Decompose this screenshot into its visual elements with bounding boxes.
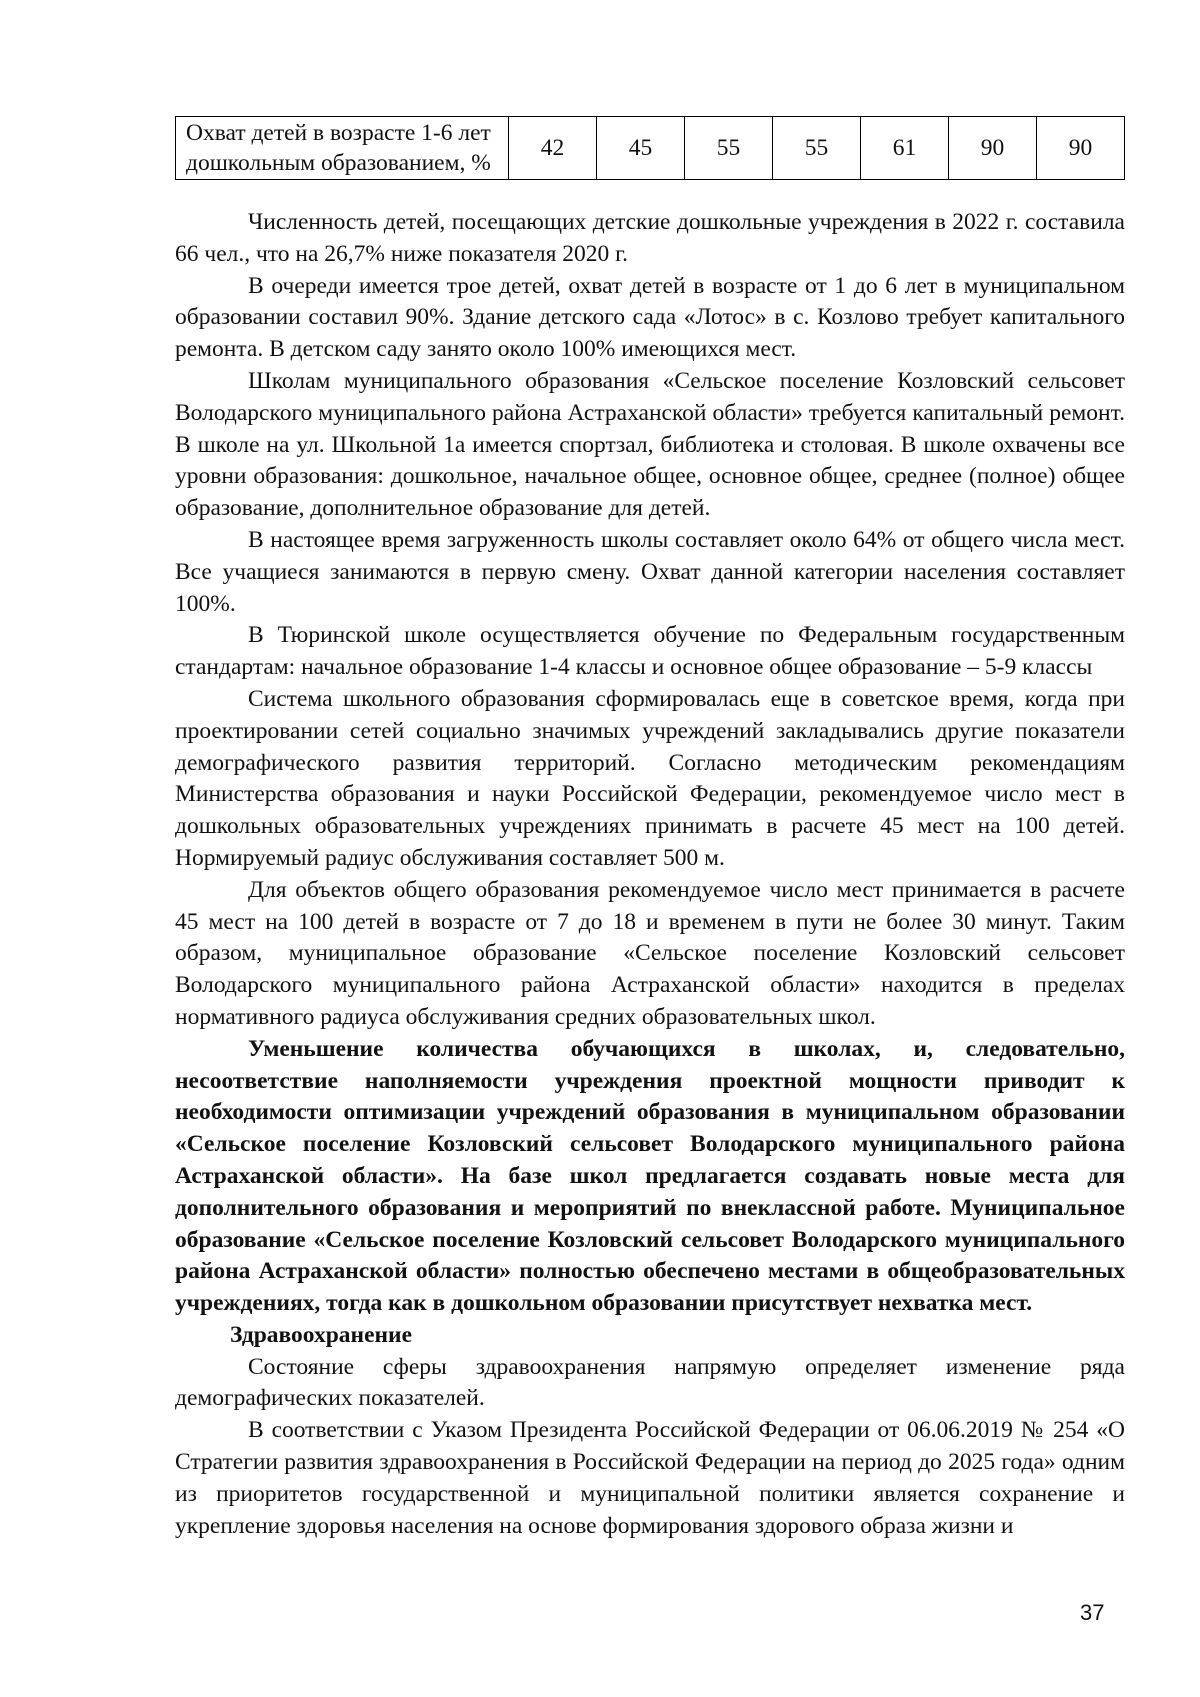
table-cell: 55 (685, 117, 773, 180)
table-cell: 90 (1037, 117, 1125, 180)
paragraph: В Тюринской школе осуществляется обучение по Федеральным государственным стандартам: начальное образование 1-4 классы и основное общее образование – 5-9 классы (175, 622, 1125, 681)
paragraph: В очереди имеется трое детей, охват детей в возрасте от 1 до 6 лет в муниципальном образовании составил 90%. Здание детского сада «Лотос» в с. Козлово требует капитального ремонта. В детском саду занято около 100% имеющихся мест. (175, 272, 1125, 363)
paragraph: Школам муниципального образования «Сельское поселение Козловский сельсовет Володарского муниципального района Астраханской области» требуется капитальный ремонт. В школе на ул. Школьной 1а имеется спортзал, библиотека и столовая. В школе охвачены все уровни образования: дошкольное, начальное общее, основное общее, среднее (полное) общее образование, дополнительное образование для детей. (175, 367, 1125, 522)
table-cell: 42 (509, 117, 597, 180)
page-content (175, 116, 1125, 1542)
paragraph: Состояние сферы здравоохранения напрямую определяет изменение ряда демографических показателей. (175, 1353, 1125, 1412)
paragraph: В настоящее время загруженность школы составляет около 64% от общего числа мест. Все учащиеся занимаются в первую смену. Охват данной категории населения составляет 100%. (175, 526, 1125, 617)
table-row-label: Охват детей в возрасте 1-6 лет дошкольным образованием, % (176, 117, 509, 180)
paragraph: Система школьного образования сформировалась еще в советское время, когда при проектировании сетей социально значимых учреждений закладывались другие показатели демографического развития территорий. Согласно методическим рекомендациям Министерства образования и науки Российской Федерации, рекомендуемое число мест в дошкольных образовательных учреждениях принимать в расчете 45 мест на 100 детей. Нормируемый радиус обслуживания составляет 500 м. (175, 685, 1125, 871)
paragraph: Для объектов общего образования рекомендуемое число мест принимается в расчете 45 мест на 100 детей в возрасте от 7 до 18 и временем в пути не более 30 минут. Таким образом, муниципальное образование «Сельское поселение Козловский сельсовет Володарского муниципального района Астраханской области» находится в пределах нормативного радиуса обслуживания средних образовательных школ. (175, 876, 1125, 1030)
table-cell: 55 (773, 117, 861, 180)
paragraph: В соответствии с Указом Президента Российской Федерации от 06.06.2019 № 254 «О Стратегии развития здравоохранения в Российской Федерации на период до 2025 года» одним из приоритетов государственной и муниципальной политики является сохранение и укрепление здоровья населения на основе формирования здорового образа жизни и (175, 1417, 1125, 1539)
section-heading: Здравоохранение (230, 1321, 413, 1348)
body-text (175, 207, 1125, 1542)
table-cell: 90 (949, 117, 1037, 180)
paragraph: Численность детей, посещающих детские дошкольные учреждения в 2022 г. составила 66 чел., что на 26,7% ниже показателя 2020 г. (175, 209, 1125, 267)
table-cell: 61 (861, 117, 949, 180)
page-number: 37 (1080, 1600, 1105, 1625)
statistics-table (175, 116, 1125, 180)
bold-conclusion-paragraph: Уменьшение количества обучающихся в школах, и, следовательно, несоответствие наполняемости учреждения проектной мощности приводит к необходимости оптимизации учреждений образования в муниципальном образовании «Сельское поселение Козловский сельсовет Володарского муниципального района Астраханской области». На базе школ предлагается создавать новые места для дополнительного образования и мероприятий по внеклассной работе. Муниципальное образование «Сельское поселение Козловский сельсовет Володарского муниципального района Астраханской области» полностью обеспечено местами в общеобразовательных учреждениях, тогда как в дошкольном образовании присутствует нехватка мест. (175, 1035, 1125, 1317)
table-row (176, 117, 1125, 180)
table-cell: 45 (597, 117, 685, 180)
